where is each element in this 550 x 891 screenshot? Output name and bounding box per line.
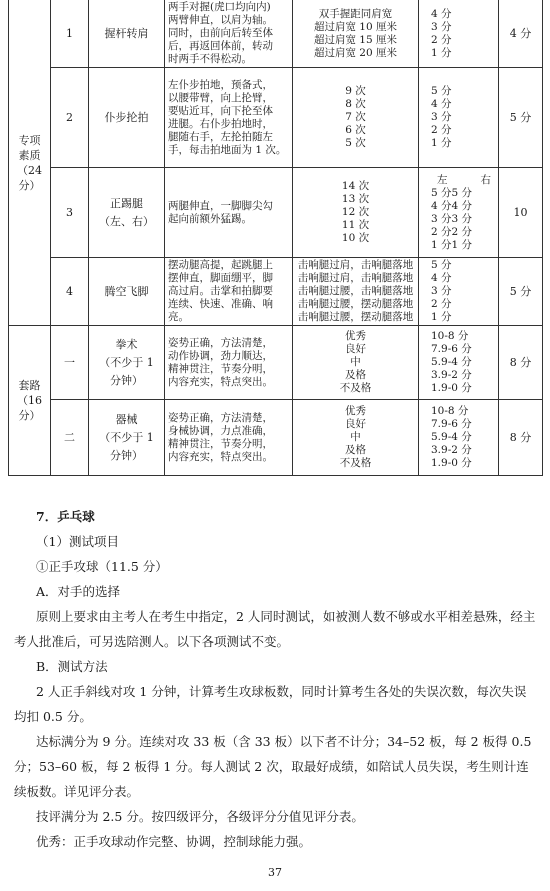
- cell-line: 两臂伸直，以肩为轴。: [168, 14, 273, 26]
- item-requirements: [165, 168, 293, 258]
- cell-line: 3 分: [431, 111, 452, 123]
- points-value: 1 分: [451, 238, 473, 251]
- cell-line: 超过肩宽 20 厘米: [313, 46, 398, 59]
- subheading-method: B．测试方法: [36, 659, 108, 674]
- item-standard: [293, 400, 419, 476]
- item-points: [419, 168, 499, 258]
- cell-line: 优秀: [345, 330, 366, 342]
- subheading-test-items: （1）测试项目: [36, 534, 119, 549]
- section-heading: 7．乒乓球: [36, 509, 95, 524]
- item-number: 一: [51, 326, 89, 400]
- cell-line: 5 次: [345, 137, 366, 149]
- cell-line: 超过肩宽 15 厘米: [313, 33, 398, 46]
- item-requirements: [165, 0, 293, 68]
- score-table: [8, 0, 543, 476]
- cell-line: 6 次: [345, 124, 366, 136]
- cell-line: 及格: [345, 444, 366, 456]
- cell-line: 手，每击拍地面为 1 次。: [168, 143, 287, 156]
- cell-line: 套路: [18, 379, 41, 392]
- cell-line: 摆动腿高提，起跳腿上: [168, 259, 273, 271]
- item-points: [419, 68, 499, 168]
- item-name: [89, 68, 165, 168]
- cell-line: 身械协调，力点准确，: [168, 424, 273, 437]
- cell-line: 专项: [18, 133, 41, 147]
- cell-line: 腿随右手，左抡拍随左: [168, 130, 273, 143]
- table-row: [9, 326, 543, 400]
- item-requirements: [165, 400, 293, 476]
- paragraph-method-4: 优秀：正手攻球动作完整、协调，控制球能力强。: [36, 834, 312, 849]
- item-number: 2: [51, 68, 89, 168]
- cell-line: 3.9-2 分: [431, 369, 472, 381]
- cell-line: 不及格: [339, 382, 372, 394]
- cell-line: 击响腿过腰，摆动腿落地: [297, 311, 414, 323]
- points-value: 2 分: [451, 225, 473, 238]
- cell-line: 两腿伸直，一脚脚尖勾: [168, 199, 273, 212]
- cell-line: 7 次: [345, 111, 366, 123]
- points-value: 1 分: [431, 238, 452, 251]
- cell-line: 2 分: [431, 124, 452, 136]
- cell-line: 4 分: [431, 272, 452, 284]
- table-row: [9, 168, 543, 258]
- cell-line: （24: [17, 163, 42, 177]
- item-total: 5 分: [499, 258, 543, 326]
- cell-line: 击响腿过肩，击响腿落地: [297, 272, 414, 284]
- points-lr-row: [431, 213, 498, 226]
- cell-line: 内容充实，特点突出。: [168, 450, 273, 463]
- item-points: [419, 326, 499, 400]
- cell-line: 双手握距同肩宽: [318, 7, 393, 20]
- cell-line: 高过肩。击掌和拍脚要: [168, 285, 273, 297]
- item-standard: [293, 68, 419, 168]
- paragraph-opponent: 原则上要求由主考人在考生中指定，2 人同时测试，如被测人数不够或水平相差悬殊，经主考人批准后，可另选陪测人。以下各项测试不变。: [14, 609, 536, 649]
- points-value: 4 分: [431, 199, 452, 212]
- cell-line: 姿势正确，方法清楚，: [168, 411, 273, 424]
- cell-line: 12 次: [341, 206, 370, 218]
- item-requirements: [165, 258, 293, 326]
- cell-line: 5.9-4 分: [431, 356, 472, 368]
- cell-line: 中: [350, 431, 361, 443]
- item-requirements: [165, 326, 293, 400]
- item-name: [89, 0, 165, 68]
- paragraph-method-3: 技评满分为 2.5 分。按四级评分，各级评分分值见评分表。: [36, 809, 364, 824]
- cell-line: 器械: [115, 412, 138, 426]
- points-value: 5 分: [431, 186, 452, 199]
- cell-line: 分）: [18, 178, 41, 192]
- points-side-label: 右: [480, 173, 491, 186]
- cell-line: 7.9-6 分: [431, 343, 472, 355]
- cell-line: 仆步抡拍: [104, 110, 149, 124]
- item-total: 5 分: [499, 68, 543, 168]
- cell-line: 以腰带臂，向上抡臂，: [168, 91, 273, 104]
- cell-line: 1.9-0 分: [431, 457, 472, 469]
- cell-line: 精神贯注，节奏分明，: [168, 437, 273, 450]
- cell-line: 3 分: [431, 20, 452, 33]
- points-value: 5 分: [451, 186, 473, 199]
- item-number: 3: [51, 168, 89, 258]
- cell-line: 精神贯注，节奏分明，: [168, 362, 273, 375]
- points-lr-header: [437, 174, 491, 187]
- cell-line: 9 次: [345, 85, 366, 97]
- item-total: 8 分: [499, 400, 543, 476]
- item-number: 1: [51, 0, 89, 68]
- points-value: 3 分: [451, 212, 473, 225]
- cell-line: 起向前额外猛踢。: [168, 212, 252, 225]
- cell-line: 进腿。右仆步拍地时，: [168, 117, 273, 130]
- points-lr-row: [431, 239, 498, 252]
- cell-line: （16: [17, 394, 42, 407]
- cell-line: 时两手不得松动。: [168, 53, 252, 65]
- cell-line: 及格: [345, 369, 366, 381]
- cell-line: 亮。: [168, 311, 189, 323]
- points-lr-row: [431, 200, 498, 213]
- cell-line: 动作协调，劲力顺达，: [168, 349, 273, 362]
- item-standard: [293, 326, 419, 400]
- cell-line: 后，再返回体前，转动: [168, 40, 273, 52]
- item-name: [89, 326, 165, 400]
- item-forehand-attack: ①正手攻球（11.5 分）: [36, 559, 168, 574]
- cell-line: 中: [350, 356, 361, 368]
- cell-line: （左、右）: [99, 214, 154, 228]
- cell-line: 2 分: [431, 298, 452, 310]
- cell-line: 良好: [345, 418, 366, 430]
- category-routine: [9, 326, 51, 476]
- cell-line: 分）: [18, 409, 41, 422]
- cell-line: 分钟）: [110, 373, 143, 387]
- cell-line: 要贴近耳，向下抡至体: [168, 104, 273, 117]
- cell-line: 7.9-6 分: [431, 418, 472, 430]
- item-points: [419, 0, 499, 68]
- cell-line: 10 次: [341, 232, 370, 244]
- cell-line: 两手对握(虎口均向内): [168, 1, 271, 13]
- points-value: 2 分: [431, 225, 452, 238]
- cell-line: 3 分: [431, 285, 452, 297]
- cell-line: 1 分: [431, 311, 452, 323]
- cell-line: 腾空飞脚: [104, 284, 149, 298]
- points-lr-row: [431, 187, 498, 200]
- cell-line: 4 分: [431, 98, 452, 110]
- body-text: [14, 504, 536, 854]
- table-row: [9, 258, 543, 326]
- cell-line: 内容充实，特点突出。: [168, 375, 273, 388]
- cell-line: 1 分: [431, 137, 452, 149]
- subheading-opponent: A．对手的选择: [36, 584, 121, 599]
- cell-line: 优秀: [345, 405, 366, 417]
- cell-line: 素质: [18, 148, 41, 162]
- cell-line: 11 次: [341, 219, 370, 231]
- points-value: 4 分: [451, 199, 473, 212]
- points-value: 3 分: [431, 212, 452, 225]
- item-standard: [293, 0, 419, 68]
- cell-line: 1 分: [431, 46, 452, 59]
- paragraph-method-1: 2 人正手斜线对攻 1 分钟，计算考生攻球板数，同时计算考生各处的失误次数，每次失误均扣 0.5 分。: [14, 684, 527, 724]
- cell-line: 良好: [345, 343, 366, 355]
- cell-line: 姿势正确，方法清楚，: [168, 336, 273, 349]
- item-total: 4 分: [499, 0, 543, 68]
- cell-line: 分钟）: [110, 448, 143, 462]
- cell-line: 左仆步拍地，预备式，: [168, 78, 273, 91]
- item-number: 4: [51, 258, 89, 326]
- item-total: 10: [499, 168, 543, 258]
- item-number: 二: [51, 400, 89, 476]
- cell-line: 不及格: [339, 457, 372, 469]
- item-requirements: [165, 68, 293, 168]
- cell-line: 正踢腿: [110, 196, 143, 210]
- cell-line: 握杆转肩: [104, 26, 149, 40]
- cell-line: 13 次: [341, 193, 370, 205]
- table-row: [9, 68, 543, 168]
- cell-line: 连续、快速、准确、响: [168, 298, 273, 310]
- points-lr-row: [431, 226, 498, 239]
- cell-line: 5 分: [431, 85, 452, 97]
- cell-line: 8 次: [345, 98, 366, 110]
- points-side-label: 左: [437, 173, 448, 186]
- cell-line: 击响腿过肩，击响腿落地: [297, 259, 414, 271]
- item-standard: [293, 168, 419, 258]
- cell-line: 击响腿过腰，击响腿落地: [297, 285, 414, 297]
- cell-line: 拳术: [115, 337, 138, 351]
- item-name: [89, 400, 165, 476]
- paragraph-method-2: 达标满分为 9 分。连续对攻 33 板（含 33 板）以下者不计分；34–52 板，每 2 板得 0.5 分；53–60 板，每 2 板得 1 分。每人测试 2 次，取最好成绩，如陪试人员失误，考生则计连续板数。详见评分表。: [14, 734, 532, 799]
- cell-line: 5.9-4 分: [431, 431, 472, 443]
- cell-line: 1.9-0 分: [431, 382, 472, 394]
- cell-line: （不少于 1: [99, 355, 154, 369]
- cell-line: 超过肩宽 10 厘米: [313, 20, 398, 33]
- item-name: [89, 168, 165, 258]
- cell-line: （不少于 1: [99, 430, 154, 444]
- cell-line: 5 分: [431, 259, 452, 271]
- cell-line: 2 分: [431, 33, 452, 46]
- cell-line: 14 次: [341, 180, 370, 192]
- table-row: [9, 400, 543, 476]
- item-total: 8 分: [499, 326, 543, 400]
- item-name: [89, 258, 165, 326]
- item-points: [419, 400, 499, 476]
- table-row: [9, 0, 543, 68]
- page-number: 37: [268, 866, 282, 879]
- item-points: [419, 258, 499, 326]
- category-special: [9, 0, 51, 326]
- cell-line: 3.9-2 分: [431, 444, 472, 456]
- cell-line: 10-8 分: [431, 405, 469, 417]
- item-standard: [293, 258, 419, 326]
- cell-line: 4 分: [431, 7, 452, 20]
- cell-line: 同时，由前向后转至体: [168, 27, 273, 39]
- cell-line: 击响腿过腰，摆动腿落地: [297, 298, 414, 310]
- cell-line: 10-8 分: [431, 330, 469, 342]
- cell-line: 摆伸直，脚面绷平，脚: [168, 272, 273, 284]
